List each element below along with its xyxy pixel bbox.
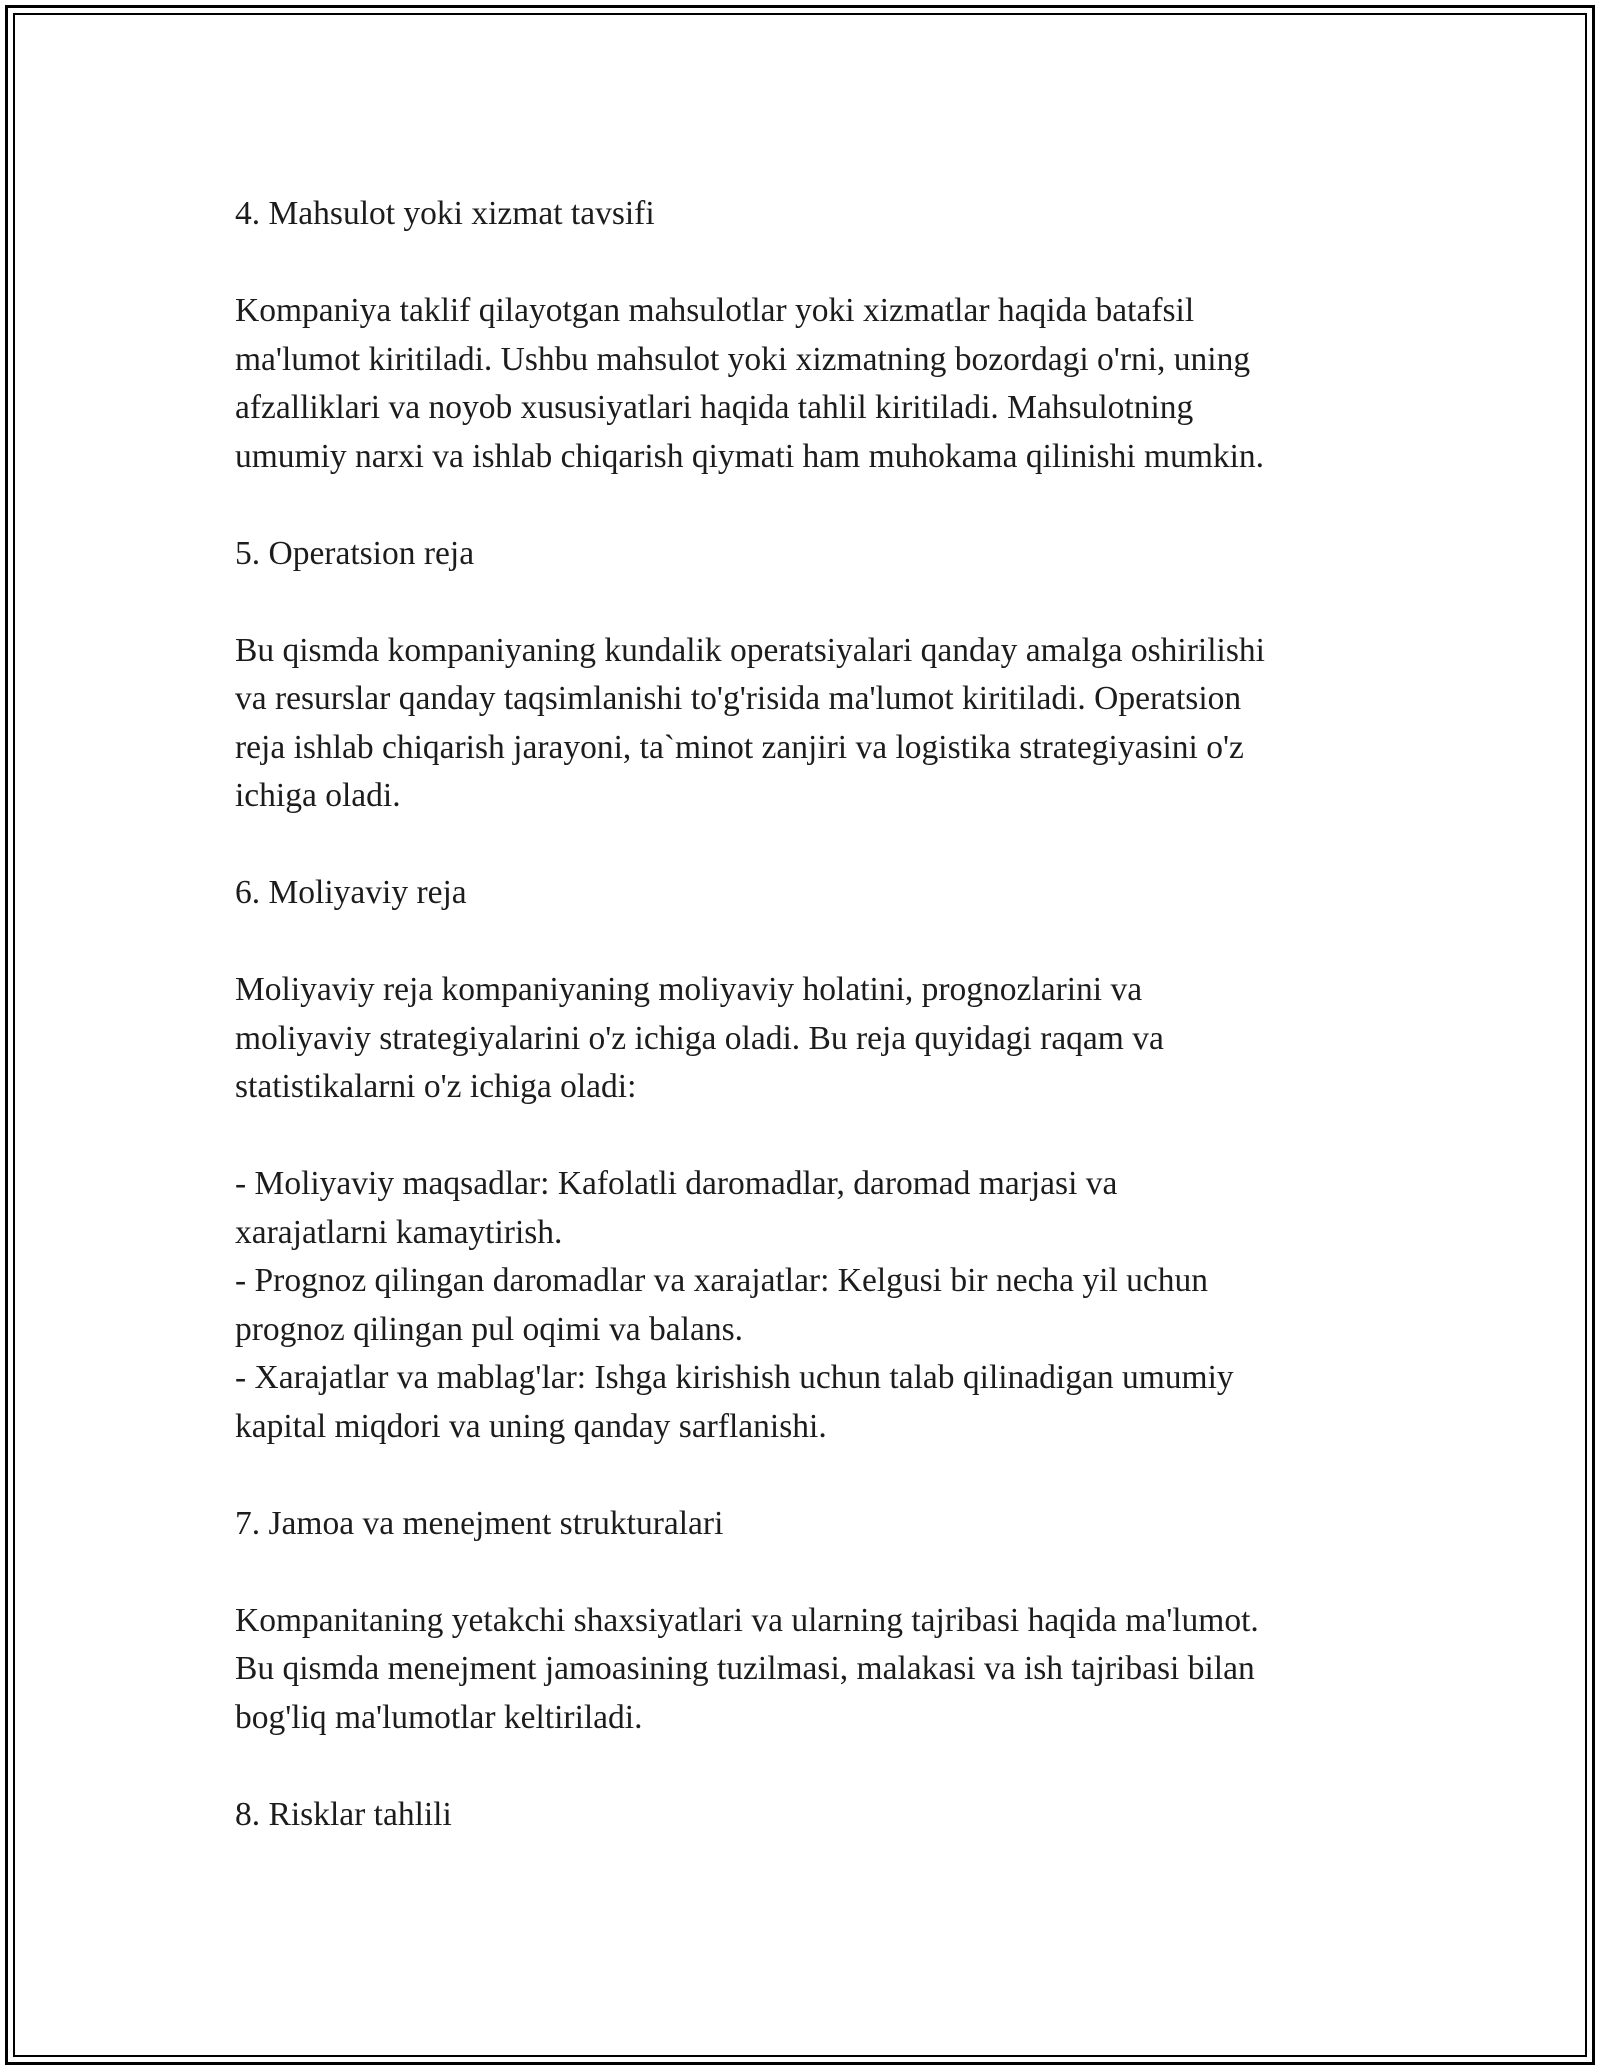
list-item-line: - Moliyaviy maqsadlar: Kafolatli daromadlar, daromad marjasi va <box>235 1165 1118 1202</box>
section-7-paragraph <box>235 1597 1395 1743</box>
text-line: Bu qismda menejment jamoasining tuzilmasi, malakasi va ish tajribasi bilan <box>235 1650 1255 1687</box>
list-item-line: - Prognoz qilingan daromadlar va xarajatlar: Kelgusi bir necha yil uchun <box>235 1262 1209 1299</box>
text-line: reja ishlab chiqarish jarayoni, ta`minot zanjiri va logistika strategiyasini o'z <box>235 728 1244 766</box>
section-heading-5: 5. Operatsion reja <box>235 534 475 572</box>
section-heading-4: 4. Mahsulot yoki xizmat tavsifi <box>235 195 655 232</box>
text-line: Kompaniya taklif qilayotgan mahsulotlar yoki xizmatlar haqida batafsil <box>235 292 1195 329</box>
section-heading-8: 8. Risklar tahlili <box>235 1795 452 1833</box>
section-heading-7: 7. Jamoa va menejment strukturalari <box>235 1504 724 1542</box>
list-item-line: - Xarajatlar va mablag'lar: Ishga kirishish uchun talab qilinadigan umumiy <box>235 1359 1234 1396</box>
list-item-line: xarajatlarni kamaytirish. <box>235 1213 563 1251</box>
text-line: Kompanitaning yetakchi shaxsiyatlari va ularning tajribasi haqida ma'lumot. <box>235 1601 1259 1639</box>
list-item-line: prognoz qilingan pul oqimi va balans. <box>235 1310 743 1348</box>
list-item-line: kapital miqdori va uning qanday sarflanishi. <box>235 1407 827 1445</box>
section-5-paragraph <box>235 627 1395 821</box>
document-body <box>235 190 1395 1839</box>
section-6-paragraph <box>235 966 1395 1112</box>
text-line: statistikalarni o'z ichiga oladi: <box>235 1068 637 1105</box>
text-line: afzalliklari va noyob xususiyatlari haqida tahlil kiritiladi. Mahsulotning <box>235 389 1194 426</box>
text-line: umumiy narxi va ishlab chiqarish qiymati ham muhokama qilinishi mumkin. <box>235 437 1265 475</box>
text-line: va resurslar qanday taqsimlanishi to'g'risida ma'lumot kiritiladi. Operatsion <box>235 680 1242 717</box>
text-line: ma'lumot kiritiladi. Ushbu mahsulot yoki xizmatning bozordagi o'rni, uning <box>235 340 1251 378</box>
text-line: Moliyaviy reja kompaniyaning moliyaviy holatini, prognozlarini va <box>235 971 1143 1008</box>
section-4-paragraph <box>235 287 1395 481</box>
text-line: ichiga oladi. <box>235 777 401 814</box>
text-line: Bu qismda kompaniyaning kundalik operatsiyalari qanday amalga oshirilishi <box>235 631 1265 669</box>
section-6-list <box>235 1160 1395 1451</box>
text-line: moliyaviy strategiyalarini o'z ichiga oladi. Bu reja quyidagi raqam va <box>235 1019 1164 1057</box>
section-heading-6: 6. Moliyaviy reja <box>235 874 467 911</box>
text-line: bog'liq ma'lumotlar keltiriladi. <box>235 1698 643 1736</box>
